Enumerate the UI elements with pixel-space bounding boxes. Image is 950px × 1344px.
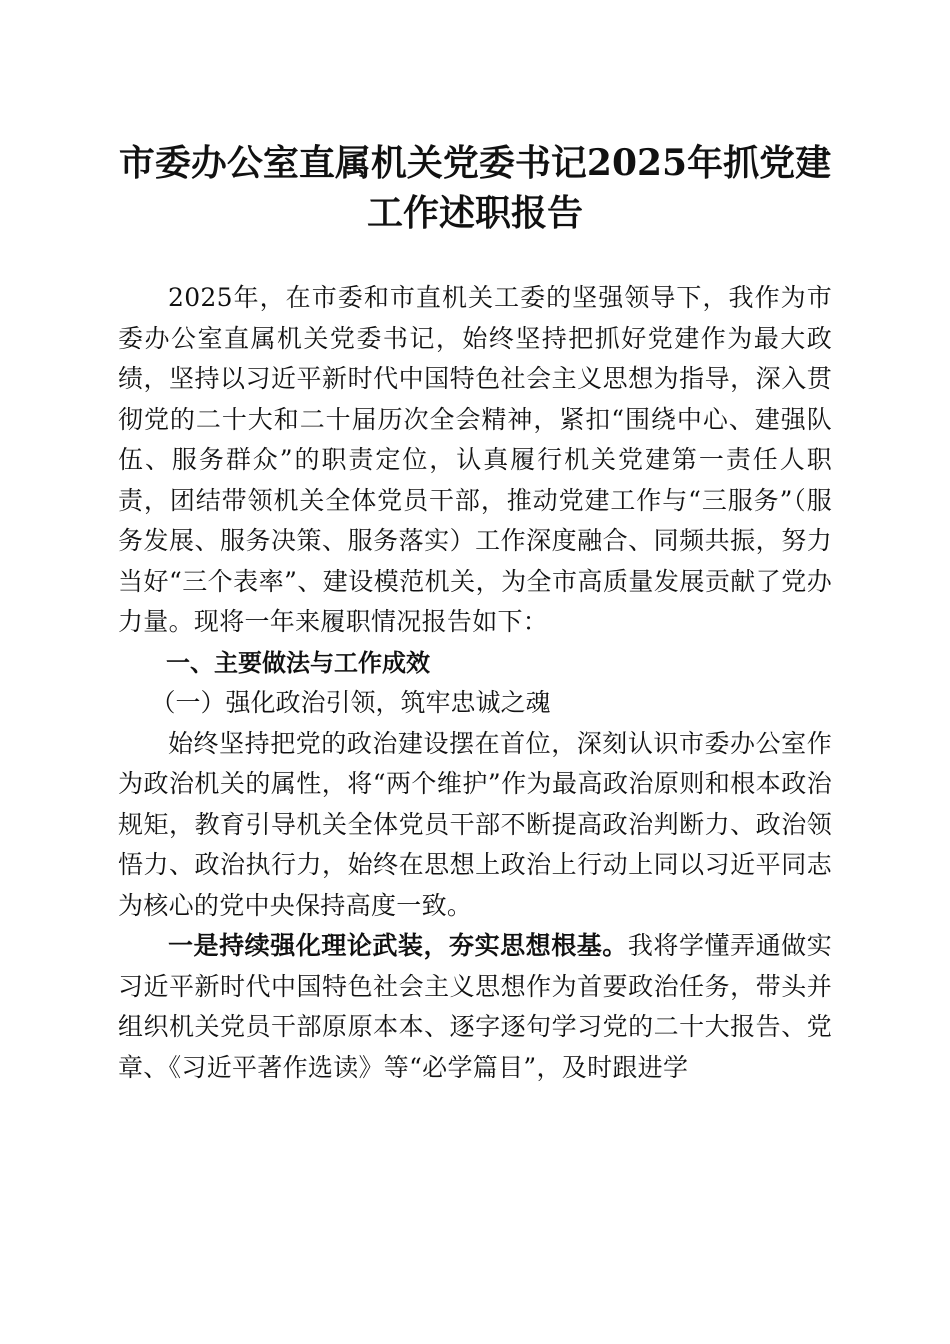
section-heading-1: 一、主要做法与工作成效 — [166, 648, 430, 677]
point-1-text: 我将学懂弄通做实习近平新时代中国特色社会主义思想作为首要政治任务，带头并组织机关党员干部原原本本、逐字逐句学习党的二十大报告、党章、《习近平著作选读》等“必学篇目”，及时跟进学 — [118, 931, 832, 1082]
subsection-heading-1: （一）强化政治引领，筑牢忠诚之魂 — [150, 688, 551, 717]
subsection-1-paragraph: 始终坚持把党的政治建设摆在首位，深刻认识市委办公室作为政治机关的属性，将“两个维护”作为最高政治原则和根本政治规矩，教育引导机关全体党员干部不断提高政治判断力、政治领悟力、政治执行力，始终在思想上政治上行动上同以习近平同志为核心的党中央保持高度一致。 — [118, 728, 832, 920]
intro-paragraph: 2025年，在市委和市直机关工委的坚强领导下，我作为市委办公室直属机关党委书记，始终坚持把抓好党建作为最大政绩，坚持以习近平新时代中国特色社会主义思想为指导，深入贯彻党的二十大和二十届历次全会精神，紧扣“围绕中心、建强队伍、服务群众”的职责定位，认真履行机关党建第一责任人职责，团结带领机关全体党员干部，推动党建工作与“三服务”（服务发展、服务决策、服务落实）工作深度融合、同频共振，努力当好“三个表率”、建设模范机关，为全市高质量发展贡献了党办力量。现将一年来履职情况报告如下： — [118, 283, 832, 636]
document-title — [100, 138, 850, 238]
point-1-paragraph — [118, 926, 832, 1088]
title-line-2: 工作述职报告 — [366, 192, 583, 234]
document-body — [118, 278, 832, 1088]
point-1-lead: 一是持续强化理论武装，夯实思想根基。 — [168, 931, 628, 960]
title-line-1: 市委办公室直属机关党委书记2025年抓党建 — [118, 142, 832, 184]
